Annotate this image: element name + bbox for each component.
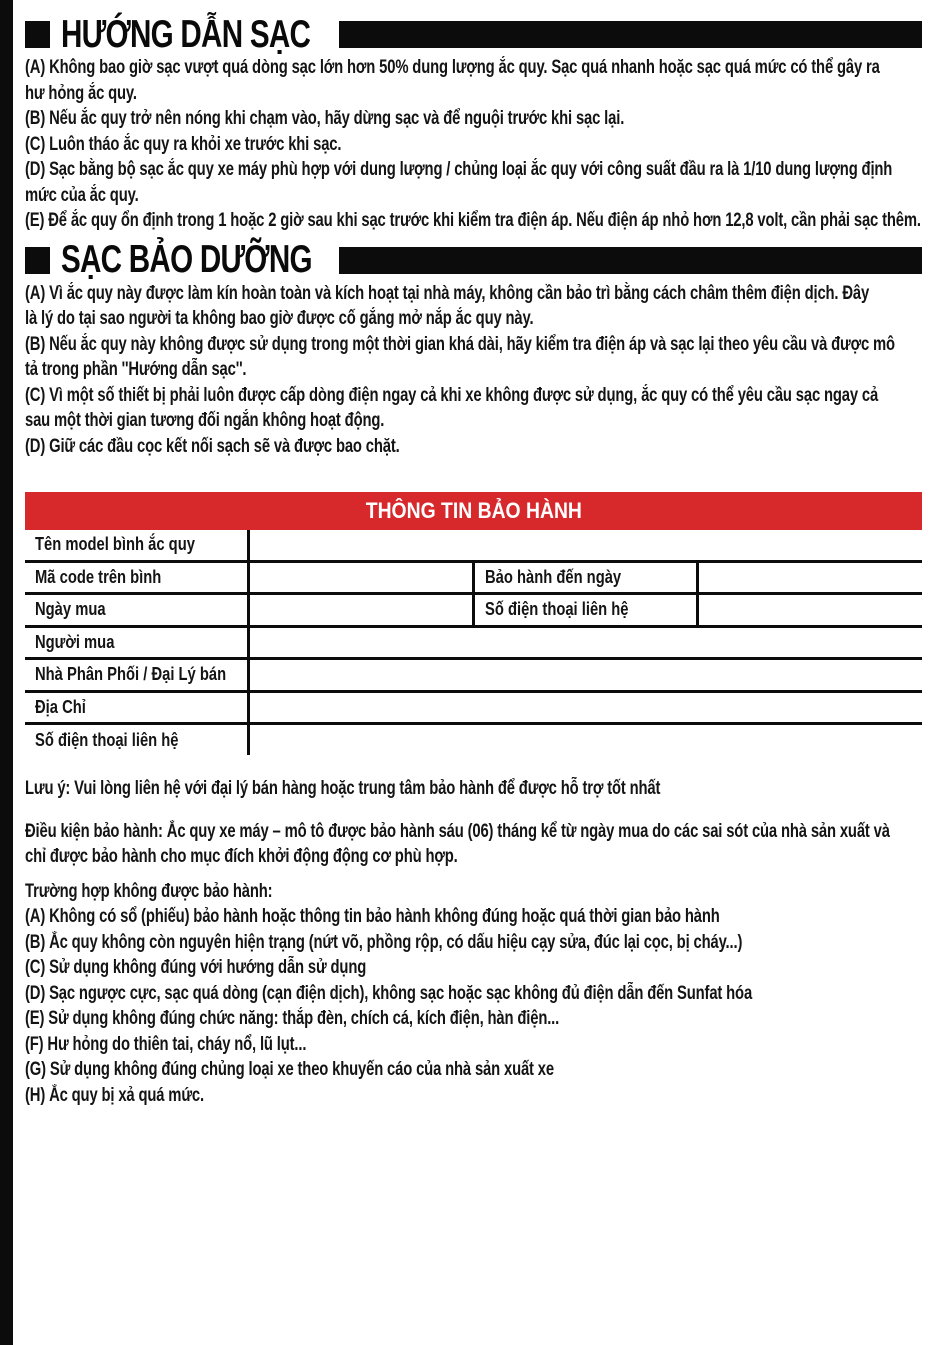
table-row (25, 693, 922, 726)
text-line: (D) Giữ các đầu cọc kết nối sạch sẽ và được bao chặt. (25, 435, 400, 457)
note-line: Lưu ý: Vui lòng liên hệ với đại lý bán hàng hoặc trung tâm bảo hành để được hỗ trợ tốt nhất (25, 778, 661, 799)
row-label: Nhà Phân Phối / Đại Lý bán (35, 664, 227, 685)
warranty-exclusions (25, 879, 922, 1109)
section-title-box (61, 12, 339, 56)
row-label-cell (25, 660, 250, 690)
text-line: (C) Luôn tháo ắc quy ra khỏi xe trước khi sạc. (25, 133, 342, 155)
row-label-cell (25, 693, 250, 723)
row-value-cell (250, 595, 475, 625)
row-label-cell (25, 563, 250, 593)
table-row (25, 530, 922, 563)
text-line: (H) Ắc quy bị xả quá mức. (25, 1084, 204, 1106)
row-value-cell (250, 530, 922, 560)
header-rule-bar (339, 247, 922, 274)
row-label: Tên model bình ắc quy (35, 534, 195, 555)
text-line: hư hỏng ắc quy. (25, 82, 137, 104)
warranty-conditions (25, 819, 922, 870)
text-line: (D) Sạc bằng bộ sạc ắc quy xe máy phù hợp với dung lượng / chủng loại ắc quy với công suất đầu ra là 1/10 dung lượng định (25, 159, 893, 180)
table-row (25, 628, 922, 661)
row-value-cell (250, 628, 922, 658)
text-line: (F) Hư hỏng do thiên tai, cháy nổ, lũ lụt... (25, 1033, 307, 1055)
section-title-box (61, 238, 339, 281)
table-row (25, 595, 922, 628)
row-value-cell (699, 563, 922, 593)
text-line: là lý do tại sao người ta không bao giờ được cố gắng mở nắp ắc quy này. (25, 308, 534, 329)
text-line: (D) Sạc ngược cực, sạc quá dòng (cạn điện dịch), không sạc hoặc sạc không đủ điện dẫn đến Sunfat hóa (25, 982, 753, 1004)
row-label-cell (475, 595, 699, 625)
row-label-cell (25, 530, 250, 560)
row-label-cell (25, 595, 250, 625)
text-line: (E) Sử dụng không đúng chức năng: thắp đèn, chích cá, kích điện, hàn điện... (25, 1008, 560, 1029)
section-header-charging (25, 12, 922, 56)
text-line: (A) Không có sổ (phiếu) bảo hành hoặc thông tin bảo hành không đúng hoặc quá thời gian bảo hành (25, 906, 720, 927)
row-value-cell (699, 595, 922, 625)
text-line: (B) Nếu ắc quy trở nên nóng khi chạm vào, hãy dừng sạc và để nguội trước khi sạc lại. (25, 108, 625, 129)
warranty-table (25, 492, 922, 755)
row-label: Địa Chỉ (35, 696, 86, 717)
exclusions-heading: Trường hợp không được bảo hành: (25, 880, 273, 902)
bullet-square-icon (25, 21, 50, 48)
bullet-square-icon (25, 247, 50, 274)
row-label-cell (25, 725, 250, 755)
text-line: (C) Vì một số thiết bị phải luôn được cấp dòng điện ngay cả khi xe không được sử dụng, ắc quy có thể yêu cầu sạc ngay cả (25, 384, 879, 406)
row-value-cell (250, 563, 475, 593)
row-label-cell (25, 628, 250, 658)
section-title-maintenance: SẠC BẢO DƯỠNG (61, 238, 312, 281)
text-line: mức của ắc quy. (25, 184, 139, 206)
text-line: chỉ được bảo hành cho mục đích khởi động động cơ phù hợp. (25, 846, 458, 867)
charging-instructions (25, 55, 922, 234)
note-block (25, 776, 922, 802)
table-row (25, 725, 922, 755)
left-edge-bar (0, 0, 13, 1345)
warranty-table-header (25, 492, 922, 530)
warranty-table-title: THÔNG TIN BẢO HÀNH (365, 498, 582, 523)
row-label: Người mua (35, 631, 115, 652)
text-line: (B) Ắc quy không còn nguyên hiện trạng (nứt võ, phồng rộp, có dấu hiệu cạy sửa, đúc lại cọc, bị cháy...) (25, 931, 743, 953)
row-value-cell (250, 693, 922, 723)
text-line: sau một thời gian tương đối ngắn không hoạt động. (25, 410, 385, 431)
text-line: Điều kiện bảo hành: Ắc quy xe máy – mô tô được bảo hành sáu (06) tháng kể từ ngày mua do các sai sót của nhà sản xuất và (25, 820, 890, 842)
row-label: Số điện thoại liên hệ (35, 729, 179, 750)
text-line: tả trong phần ''Hướng dẫn sạc''. (25, 359, 247, 380)
text-line: (G) Sử dụng không đúng chủng loại xe theo khuyến cáo của nhà sản xuất xe (25, 1059, 554, 1080)
text-line: (C) Sử dụng không đúng với hướng dẫn sử dụng (25, 957, 367, 978)
row-label: Bảo hành đến ngày (485, 566, 622, 587)
row-value-cell (250, 660, 922, 690)
row-label: Ngày mua (35, 599, 106, 620)
maintenance-instructions (25, 281, 922, 460)
row-label: Số điện thoại liên hệ (485, 599, 629, 620)
table-row (25, 563, 922, 596)
text-line: (A) Không bao giờ sạc vượt quá dòng sạc lớn hơn 50% dung lượng ắc quy. Sạc quá nhanh hoặc sạc quá mức có thể gây ra (25, 57, 880, 78)
row-label-cell (475, 563, 699, 593)
section-header-maintenance (25, 238, 922, 281)
row-value-cell (250, 725, 922, 755)
text-line: (A) Vì ắc quy này được làm kín hoàn toàn và kích hoạt tại nhà máy, không cần bảo trì bằng cách châm thêm điện dịch. Đây (25, 282, 870, 304)
document-page (25, 0, 922, 1108)
row-label: Mã code trên bình (35, 566, 162, 587)
section-title-charging: HƯỚNG DẪN SẠC (61, 12, 311, 56)
table-row (25, 660, 922, 693)
text-line: (E) Để ắc quy ổn định trong 1 hoặc 2 giờ sau khi sạc trước khi kiểm tra điện áp. Nếu điện áp nhỏ hơn 12,8 volt, cần phải sạc thêm. (25, 210, 921, 231)
header-rule-bar (339, 21, 922, 48)
text-line: (B) Nếu ắc quy này không được sử dụng trong một thời gian khá dài, hãy kiểm tra điện áp và sạc lại theo yêu cầu và được mô (25, 333, 895, 355)
